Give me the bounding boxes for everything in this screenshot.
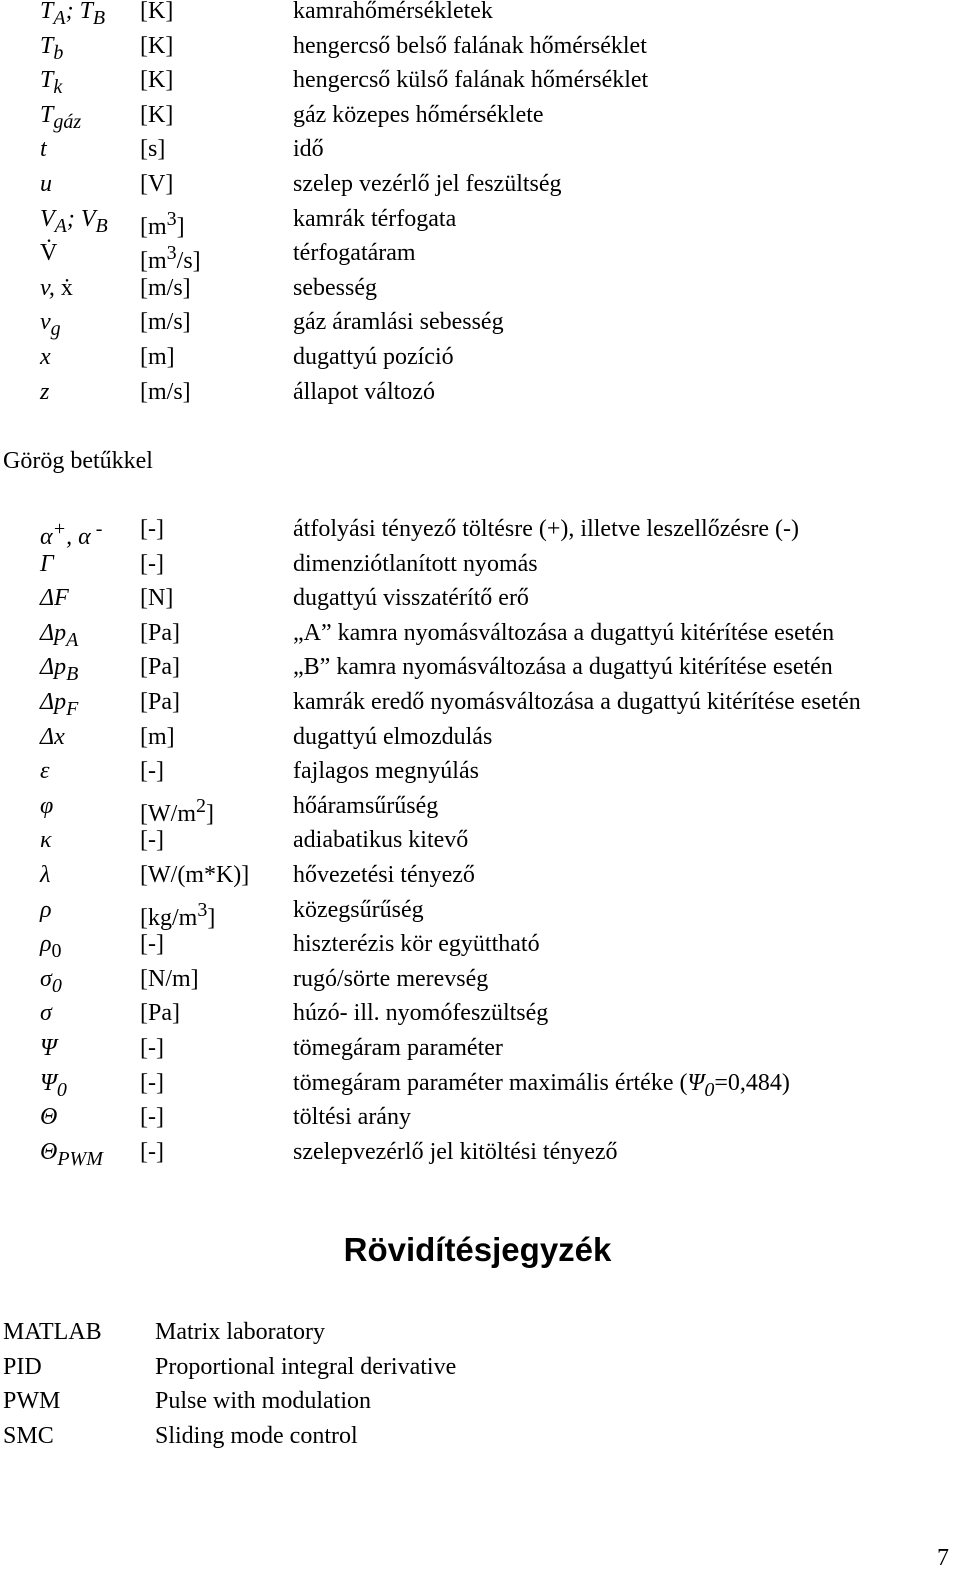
symbol-unit: $[m^3/s]$ [140,242,201,275]
symbol: $\rho_0$ [40,931,62,962]
symbol-unit: [-] [140,827,164,854]
symbol-unit: [K] [140,0,174,24]
symbol-row [0,962,960,997]
symbol: t [40,136,47,163]
symbol-description: „B” kamra nyomásváltozása a dugattyú kitérítése esetén [293,654,833,681]
symbol-unit: [-] [140,1104,164,1131]
symbol-description: hőáramsűrűség [293,792,439,819]
symbol-row [0,823,960,858]
symbol-unit: [-] [140,758,164,785]
symbol-row [0,616,960,651]
symbol: Θ [40,1104,58,1131]
abbreviation-row [0,1350,960,1385]
symbol-description: rugó/sörte merevség [293,965,489,992]
symbol-row [0,98,960,133]
symbol: V̇ [40,240,58,267]
symbol-description: átfolyási tényező töltésre (+), illetve leszellőzésre (-) [293,516,799,542]
symbol-unit: $[m^3]$ [140,207,185,240]
symbol-row [0,893,960,931]
symbol-row [0,1031,960,1066]
symbol-unit: $[kg/m^3]$ [140,898,216,931]
symbol-row [0,650,960,685]
symbol-unit: [-] [140,516,164,542]
symbol-unit: [m] [140,343,175,370]
symbol-unit: [m/s] [140,309,191,336]
latin-symbol-table [0,0,960,409]
abbreviation-meaning: Sliding mode control [155,1422,358,1449]
symbol-unit: [Pa] [140,688,180,715]
symbol: $\sigma_0$ [40,965,62,997]
symbol: κ [40,827,52,854]
symbol-description: sebesség [293,274,377,301]
symbol-row [0,1135,960,1170]
symbol: Γ [40,550,54,577]
symbol-row [0,858,960,893]
symbol-description: adiabatikus kitevő [293,827,469,854]
symbol-description: szelepvezérlő jel kitöltési tényező [293,1138,618,1165]
symbol-description: kamrahőmérsékletek [293,0,493,24]
symbol-unit: [W/(m*K)] [140,861,250,888]
symbol-unit: [N/m] [140,965,199,992]
symbol-description: idő [293,136,324,163]
abbreviation-row [0,1315,960,1350]
symbol-description: dimenziótlanított nyomás [293,550,538,577]
symbol: x [40,343,51,370]
symbol-row [0,1100,960,1135]
symbol: ΔF [40,585,69,612]
symbol-description: „A” kamra nyomásváltozása a dugattyú kitérítése esetén [293,619,835,646]
symbol: v, ẋ [40,274,73,301]
symbol: $V_A$; $V_B$ [40,205,108,237]
symbol: ρ [40,896,52,923]
symbol-row [0,720,960,755]
abbreviation: MATLAB [3,1319,102,1345]
symbol: $T_k$ [40,67,63,98]
abbreviation: PID [3,1353,42,1380]
symbol: $\Delta p_B$ [40,654,79,686]
abbreviation: PWM [3,1388,61,1415]
symbol-description: állapot változó [293,378,435,405]
abbreviation-row [0,1384,960,1419]
symbol-row [0,132,960,167]
symbol: ε [40,758,50,785]
symbol-description: kamrák térfogata [293,205,457,232]
symbol-description: hiszterézis kör együttható [293,931,540,958]
symbol-unit: [K] [140,67,174,94]
abbreviation-meaning: Pulse with modulation [155,1388,371,1415]
symbol: $\Psi_0$ [40,1069,67,1101]
symbol-row [0,340,960,375]
symbol-description: hengercső külső falának hőmérséklet [293,67,649,94]
symbol: φ [40,792,54,819]
symbol-description: közegsűrűség [293,896,424,923]
symbol-row [0,789,960,827]
symbol-description: hengercső belső falának hőmérséklet [293,32,647,59]
symbol-unit: [m/s] [140,378,191,405]
symbol: Ψ [40,1034,57,1061]
greek-symbol-table [0,512,960,1169]
symbol-row [0,547,960,582]
symbol-row [0,236,960,275]
symbol-description: tömegáram paraméter maximális értéke $(\Psi_0=0,484)$ [293,1069,790,1101]
symbol: $T_{gáz}$ [40,101,82,133]
symbol-description: húzó- ill. nyomófeszültség [293,1000,549,1027]
symbol-unit: [Pa] [140,654,180,681]
symbol-description: hővezetési tényező [293,861,475,888]
symbol-row [0,63,960,98]
symbol-unit: [N] [140,585,174,612]
symbol-row [0,202,960,240]
symbol-row [0,754,960,789]
symbol-unit: [V] [140,170,174,197]
symbol-row [0,927,960,962]
abbreviation: SMC [3,1422,54,1449]
symbol-unit: [Pa] [140,1000,180,1027]
symbol-unit: [-] [140,550,164,577]
symbol-row [0,996,960,1031]
symbol-unit: [m/s] [140,274,191,301]
symbol: $T_b$ [40,32,64,64]
symbol-unit: [-] [140,1138,164,1165]
symbol-description: tömegáram paraméter [293,1034,503,1061]
greek-section-title: Görög betűkkel [3,448,153,474]
abbreviation-list [0,1315,960,1453]
symbol: α+, α - [40,518,103,550]
symbol-row [0,581,960,616]
symbol-row [0,1066,960,1101]
symbol-description: szelep vezérlő jel feszültség [293,170,562,197]
abbreviation-meaning: Matrix laboratory [155,1319,325,1345]
symbol-description: kamrák eredő nyomásváltozása a dugattyú kitérítése esetén [293,688,861,715]
symbol-row [0,0,960,29]
symbol-description: gáz áramlási sebesség [293,309,504,336]
symbol: u [40,170,52,197]
symbol: $\Delta p_A$ [40,619,79,651]
symbol-unit: [s] [140,136,166,163]
symbol-unit: [-] [140,1034,164,1061]
symbol-description: dugattyú elmozdulás [293,723,493,750]
symbol-unit: [K] [140,32,174,59]
symbol-row [0,29,960,64]
symbol: z [40,378,50,405]
symbol-row [0,375,960,410]
abbreviation-row [0,1419,960,1454]
symbol-description: térfogatáram [293,240,416,267]
symbol-row [0,685,960,720]
symbol: $T_A$; $T_B$ [40,0,106,29]
symbol-description: töltési arány [293,1104,411,1131]
symbol-unit: $[W/m^2]$ [140,794,214,827]
symbol: $\Delta p_F$ [40,688,79,720]
symbol: Δx [40,723,65,750]
symbol-unit: [-] [140,931,164,958]
symbol-row [0,512,960,550]
symbol: σ [40,1000,52,1027]
symbol: $v_g$ [40,309,61,341]
page-number: 7 [937,1545,949,1571]
symbol-description: gáz közepes hőmérséklete [293,101,544,128]
symbol-row [0,271,960,306]
symbol-unit: [K] [140,101,174,128]
symbol-row [0,167,960,202]
symbol-unit: [m] [140,723,175,750]
symbol-unit: [Pa] [140,619,180,646]
symbol-description: dugattyú pozíció [293,343,454,370]
symbol: $\Theta_{PWM}$ [40,1138,103,1170]
symbol-description: fajlagos megnyúlás [293,758,479,785]
abbreviations-heading: Rövidítésjegyzék [343,1231,612,1268]
symbol-description: dugattyú visszatérítő erő [293,585,529,612]
abbreviation-meaning: Proportional integral derivative [155,1353,457,1380]
symbol-row [0,305,960,340]
symbol: λ [40,861,51,888]
symbol-unit: [-] [140,1069,164,1096]
